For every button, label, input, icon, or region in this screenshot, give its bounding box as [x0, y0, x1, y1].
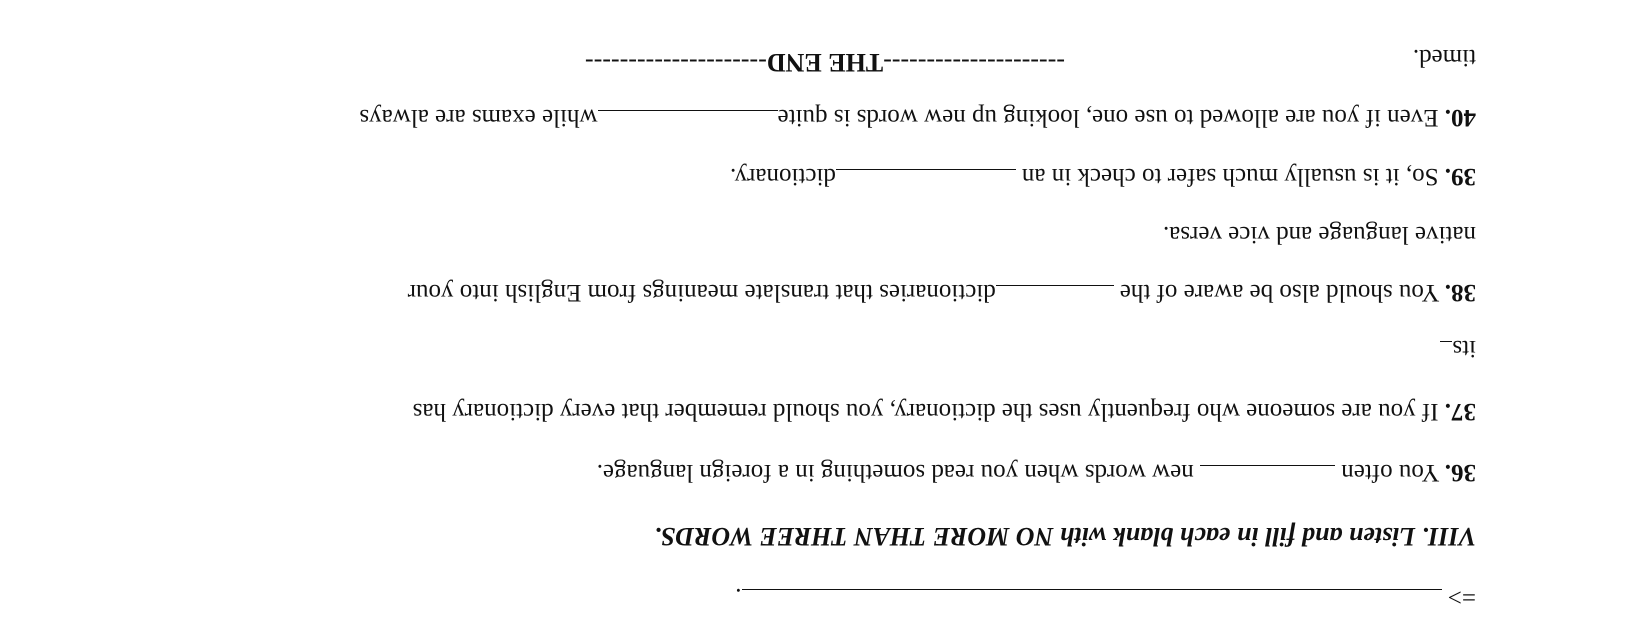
question-text: its [1452, 335, 1476, 362]
question-40 [359, 102, 1476, 133]
question-text: If you are someone who frequently uses the dictionary, you should remember that every dictionary has [412, 398, 1445, 425]
question-number: 38. [1444, 279, 1476, 306]
dashes-right: --------------------- [585, 48, 767, 77]
question-text-before: You often [1341, 459, 1445, 486]
answer-blank-40[interactable] [598, 110, 778, 133]
question-text-before: You should also be aware of the [1119, 279, 1445, 306]
question-text-before: So, it is usually much safer to check in an [1021, 163, 1445, 190]
question-text-after: new words when you read something in a foreign language. [596, 459, 1200, 486]
arrow-tail: . [735, 583, 742, 610]
answer-blank-39[interactable] [836, 169, 1016, 192]
arrow-blank[interactable] [742, 589, 1442, 612]
section-heading: VIII. Listen and fill in each blank with NO MORE THAN THREE WORDS. [654, 522, 1476, 551]
question-text-after: dictionaries that translate meanings from English into your [407, 279, 996, 306]
question-38-continued [1163, 219, 1476, 249]
question-text-after: while exams are always [359, 104, 598, 131]
the-end-label: THE END [766, 48, 884, 77]
question-number: 37. [1444, 398, 1476, 425]
dashes-left: --------------------- [883, 48, 1065, 77]
arrow-answer-line [735, 581, 1476, 612]
question-number: 40. [1444, 104, 1476, 131]
question-text-after: dictionary. [729, 163, 836, 190]
question-37-continued [1440, 333, 1476, 364]
question-37 [413, 396, 1476, 426]
question-39 [730, 161, 1476, 192]
question-36 [597, 457, 1476, 488]
the-end-footer [0, 47, 1650, 77]
answer-blank-38[interactable] [996, 285, 1114, 308]
answer-blank-37[interactable] [1440, 341, 1452, 364]
question-text: timed. [1412, 44, 1476, 71]
question-text: native language and vice versa. [1162, 221, 1476, 248]
answer-blank-36[interactable] [1200, 465, 1335, 488]
arrow-symbol: => [1447, 583, 1476, 610]
question-number: 39. [1444, 163, 1476, 190]
question-38 [408, 277, 1476, 308]
question-number: 36. [1444, 459, 1476, 486]
question-text-before: Even if you are allowed to use one, looking up new words is quite [777, 104, 1445, 131]
